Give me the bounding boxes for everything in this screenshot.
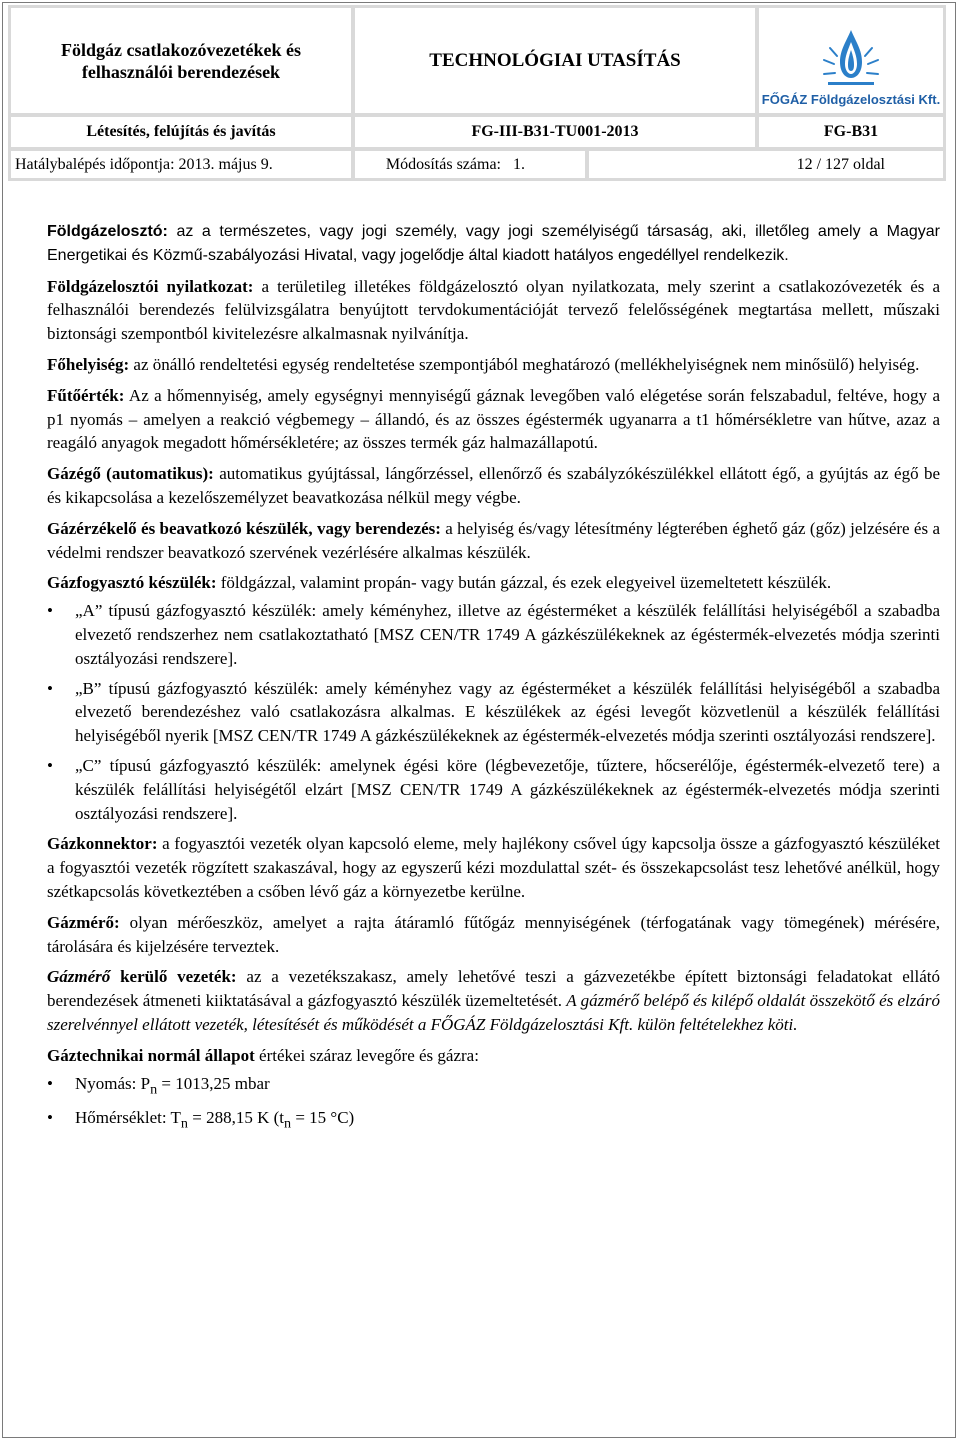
temperature-value: = 288,15 K (t — [188, 1107, 284, 1127]
bullet-icon: • — [47, 755, 53, 775]
document-body — [47, 220, 940, 1143]
definition-text: az a természetes, vagy jogi személy, vagy jogi személyiségű társaság, aki, illetőleg amely a Magyar Energetikai és Közmű-szabályozási Hivatal, vagy jogelődje által kiadott hatályos engedéllyel rendelkezik. — [47, 223, 940, 264]
definition-normal-allapot — [47, 1044, 940, 1068]
definition-text: az a vezetékszakasz, amely lehetővé teszi a gázvezetékbe épített biztonsági feladatokat ellátó berendezések átmeneti kiiktatásával a gázfogyasztó készülék üzemeltetését. — [47, 967, 940, 1011]
appliance-type-list — [47, 599, 940, 825]
normal-state-list — [47, 1072, 940, 1136]
definition-term: Fűtőérték: — [47, 385, 125, 405]
definition-text: a helyiség és/vagy létesítmény légterében éghető gáz (gőz) jelzésére és a védelmi rendszer beavatkozó szervének vezérlésére alkalmas készülék. — [47, 518, 940, 562]
definition-term: kerülő vezeték: — [110, 967, 237, 987]
pressure-label: Nyomás: P — [75, 1073, 151, 1093]
definition-text: a fogyasztói vezeték olyan kapcsoló eleme, mely hajlékony csővel úgy kapcsolja össze a gázfogyasztó készüléket a fogyasztói vezeték rögzített szakaszával, hogy az egyszerű kézi mozdulattal szét- és összekapcsolást tesz lehetővé anélkül, hogy szétkapcsolás következtében a csőben lévő gáz a környezetbe kerülne. — [47, 834, 940, 901]
definition-term: Földgázelosztó: — [47, 223, 168, 240]
definition-text: olyan mérőeszköz, amelyet a rajta átáramló fűtőgáz mennyiségének (térfogatának vagy tömegének) mérésére, tárolására és kijelzésére terveztek. — [47, 912, 940, 956]
definition-note: A gázmérő belépő és kilépő oldalát összekötő és elzáró szerelvénnyel ellátott vezeték, létesítését és működését a FŐGÁZ Földgázelosztási Kft. külön feltételekhez köti. — [47, 991, 940, 1034]
definition-term-italic: Gázmérő — [47, 967, 111, 987]
list-item — [47, 599, 940, 670]
definition-term: Gázfogyasztó készülék: — [47, 573, 217, 593]
list-item — [47, 677, 940, 748]
temperature-subscript-2: n — [284, 1115, 292, 1132]
header-title: Földgáz csatlakozóvezetékek és felhasználói berendezések — [11, 8, 351, 113]
bullet-icon: • — [47, 1107, 53, 1127]
list-item-text: „C” típusú gázfogyasztó készülék: amelynek égési köre (légbevezetője, tűztere, hőcserélője, égéstermék-elvezető tere) a készülék felállítási helyiségétől elzárt [MSZ CEN/TR 1749 A gázkészülékeknek az égéstermék-elvezetés módja szerinti osztályozási rendszere]. — [75, 755, 940, 823]
header-doc-type: TECHNOLÓGIAI UTASÍTÁS — [355, 8, 755, 113]
definition-text: automatikus gyújtással, lángőrzéssel, ellenőrző és szabályzókészülékkel ellátott égő, a gyújtás az égő be és kikapcsolása a kezelőszemélyzet beavatkozása nélkül megy végbe. — [47, 464, 941, 507]
header-effective-date: Hatálybalépés időpontja: 2013. május 9. — [11, 151, 351, 178]
definition-fohelyiseg — [47, 353, 940, 377]
list-item-text: „B” típusú gázfogyasztó készülék: amely kéményhez vagy az égésterméket a készülék felállítási helyiségéből a szabadba elvezető berendezéshez való csatlakozásra alkalmas. E készülékek az égési levegőt közvetlenül a készülék felállítási helyiségéből nyerik [MSZ CEN/TR 1749 A gázkészülékeknek az égéstermék-elvezetés módja szerinti osztályozási rendszere]. — [75, 678, 940, 746]
temperature-value-2: = 15 °C) — [291, 1107, 355, 1127]
definition-gazerzekelo — [47, 517, 940, 565]
temperature-subscript: n — [180, 1115, 188, 1132]
flame-logo-icon — [816, 28, 886, 90]
temperature-label: Hőmérséklet: T — [75, 1107, 181, 1127]
definition-term: Gázkonnektor: — [47, 834, 158, 854]
company-logo — [759, 8, 943, 113]
header-revision: Módosítás száma: 1. — [355, 151, 585, 178]
definition-text: földgázzal, valamint propán- vagy bután gázzal, és ezek elegyeivel üzemeltetett készülék. — [216, 573, 832, 593]
document-header — [8, 5, 946, 181]
definition-term: Gázmérő: — [47, 912, 120, 932]
definition-futoertek — [47, 384, 940, 455]
definition-text: a területileg illetékes földgázelosztó olyan nyilatkozata, mely szerint a csatlakozóvezeték és a felhasználói berendezés felülvizsgálatra benyújtott tervdokumentációját tervező felelősségének megtartása mellett, műszaki biztonsági szempontból kivitelezésre alkalmasnak nyilvánítja. — [47, 276, 941, 344]
list-item — [47, 754, 940, 825]
header-scope: Létesítés, felújítás és javítás — [11, 117, 351, 147]
definition-term: Gázérzékelő és beavatkozó készülék, vagy berendezés: — [47, 518, 441, 538]
definition-gazmero — [47, 911, 940, 959]
definition-term: Gáztechnikai normál állapot — [47, 1045, 255, 1065]
logo-text: FŐGÁZ Földgázelosztási Kft. — [761, 92, 941, 107]
pressure-subscript: n — [150, 1080, 158, 1097]
definition-gazfogyaszto-keszulek — [47, 571, 940, 595]
bullet-icon: • — [47, 1073, 53, 1093]
pressure-value: = 1013,25 mbar — [157, 1073, 270, 1093]
bullet-icon: • — [47, 601, 53, 621]
definition-gazego — [47, 462, 940, 510]
header-short-id: FG-B31 — [759, 117, 943, 147]
definition-foldgazeloszto-nyilatkozat — [47, 275, 940, 346]
definition-term: Földgázelosztói nyilatkozat: — [47, 276, 254, 296]
list-item-pressure — [47, 1072, 940, 1102]
definition-term: Főhelyiség: — [47, 354, 130, 374]
list-item-temperature — [47, 1106, 940, 1136]
definition-foldgazeloszto — [47, 220, 940, 268]
header-doc-id: FG-III-B31-TU001-2013 — [355, 117, 755, 147]
definition-text: az önálló rendeltetési egység rendeltetése szempontjából meghatározó (mellékhelyiségnek nem minősülő) helyiség. — [129, 354, 920, 374]
header-page-number: 12 / 127 oldal — [589, 151, 943, 178]
definition-gazmero-kerulo-vezetek — [47, 965, 940, 1036]
bullet-icon: • — [47, 678, 53, 698]
definition-text: Az a hőmennyiség, amely egységnyi mennyiségű gáznak levegőben való elégetése során felszabadul, feltéve, hogy a p1 nyomás – amelyen a reakció végbemegy – állandó, és az összes égéstermék ugyanarra a t1 hőmérsékletre van hűtve, azaz a reagáló anyagok megadott hőmérsékletére; az összes termék gáz halmazállapotú. — [47, 385, 940, 453]
definition-text: értékei száraz levegőre és gázra: — [254, 1045, 479, 1065]
definition-term: Gázégő (automatikus): — [47, 464, 214, 484]
list-item-text: „A” típusú gázfogyasztó készülék: amely kéményhez, illetve az égésterméket a készülék felállítási helyiségéből a szabadba elvezető rendszerhez nem csatlakoztatható [MSZ CEN/TR 1749 A gázkészülékeknek az égéstermék-elvezetés módja szerinti osztályozási rendszere]. — [75, 601, 940, 668]
definition-gazkonnektor — [47, 832, 940, 903]
